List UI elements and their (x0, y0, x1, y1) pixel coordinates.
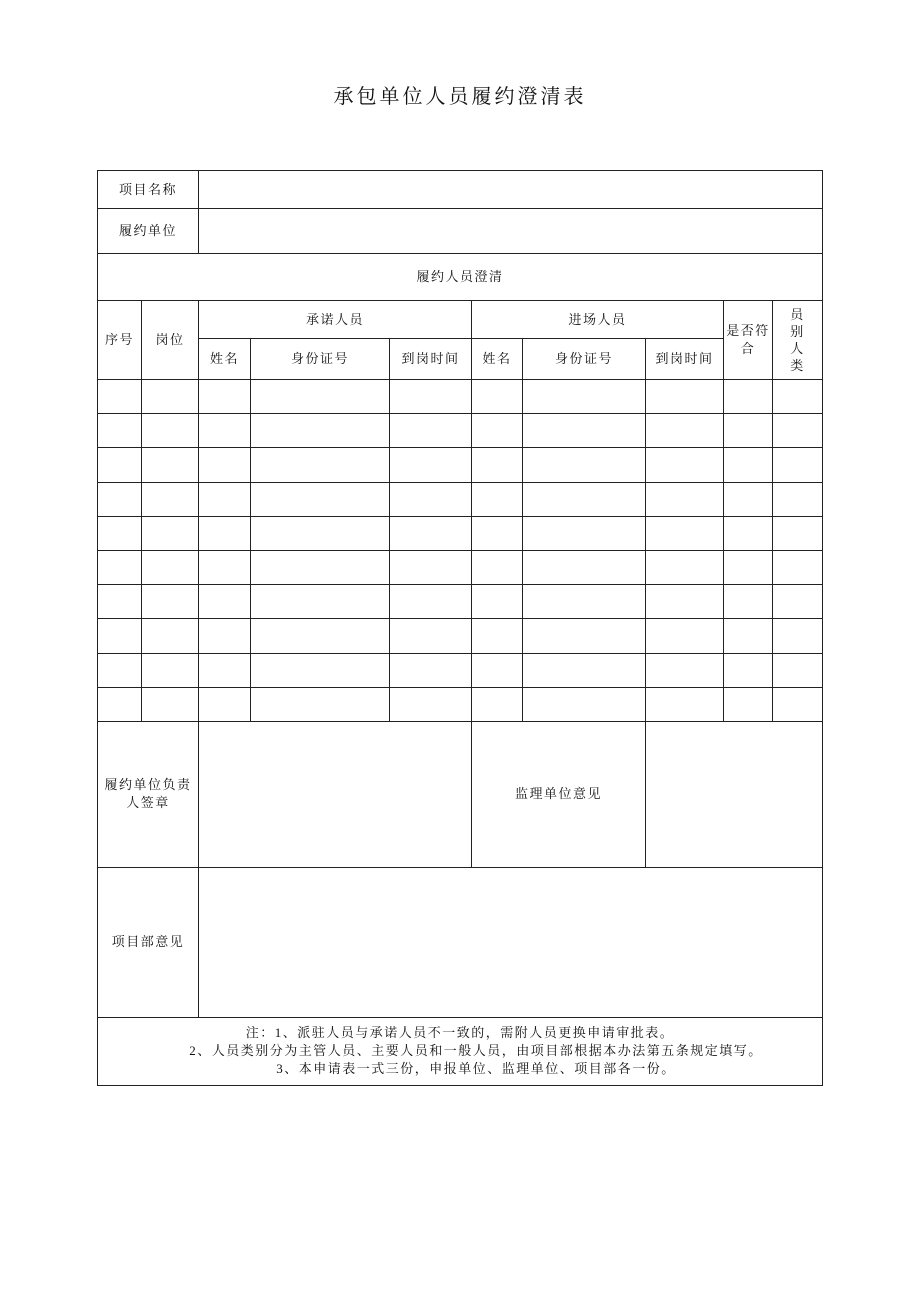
cell-committed-arrival (390, 653, 472, 687)
cell-actual-name (472, 482, 523, 516)
cell-actual-name (472, 448, 523, 482)
personnel-row (98, 585, 823, 619)
header-actual-id: 身份证号 (523, 339, 646, 380)
project-name-row (98, 171, 823, 209)
cell-committed-id (251, 414, 390, 448)
cell-committed-id (251, 516, 390, 550)
cell-compliant (724, 414, 773, 448)
cell-committed-name (199, 448, 251, 482)
cell-committed-arrival (390, 550, 472, 584)
header-category-line: 类 (790, 358, 805, 373)
supervisor-label: 监理单位意见 (472, 721, 646, 867)
header-row-fields (98, 339, 823, 380)
cell-committed-name (199, 482, 251, 516)
header-post: 岗位 (142, 301, 199, 380)
signature-label-line: 履约单位负责 (104, 777, 192, 793)
cell-committed-arrival (390, 482, 472, 516)
cell-committed-name (199, 516, 251, 550)
cell-actual-id (523, 414, 646, 448)
contractor-value (199, 209, 823, 254)
cell-post (142, 448, 199, 482)
cell-seq (98, 585, 142, 619)
header-seq: 序号 (98, 301, 142, 380)
form-body (98, 171, 823, 1086)
header-actual-name: 姓名 (472, 339, 523, 380)
cell-committed-name (199, 414, 251, 448)
cell-post (142, 619, 199, 653)
cell-compliant (724, 585, 773, 619)
cell-committed-id (251, 550, 390, 584)
cell-committed-id (251, 482, 390, 516)
cell-actual-name (472, 687, 523, 721)
header-actual-arrival: 到岗时间 (646, 339, 724, 380)
cell-category (773, 585, 823, 619)
cell-actual-id (523, 380, 646, 414)
header-committed-group: 承诺人员 (199, 301, 472, 339)
cell-actual-arrival (646, 687, 724, 721)
cell-actual-name (472, 380, 523, 414)
cell-actual-name (472, 550, 523, 584)
signature-row (98, 721, 823, 867)
cell-seq (98, 380, 142, 414)
cell-committed-id (251, 653, 390, 687)
cell-category (773, 653, 823, 687)
cell-category (773, 380, 823, 414)
cell-actual-name (472, 414, 523, 448)
dept-label: 项目部意见 (98, 867, 199, 1017)
cell-actual-id (523, 653, 646, 687)
personnel-row (98, 380, 823, 414)
header-category (773, 301, 823, 380)
cell-compliant (724, 653, 773, 687)
cell-compliant (724, 380, 773, 414)
signature-label-line: 人签章 (126, 795, 170, 811)
cell-committed-arrival (390, 619, 472, 653)
cell-actual-id (523, 448, 646, 482)
cell-post (142, 414, 199, 448)
cell-seq (98, 619, 142, 653)
cell-actual-arrival (646, 380, 724, 414)
cell-committed-id (251, 687, 390, 721)
cell-seq (98, 687, 142, 721)
personnel-row (98, 448, 823, 482)
header-category-line: 人 (790, 341, 805, 356)
cell-post (142, 653, 199, 687)
cell-category (773, 516, 823, 550)
cell-actual-id (523, 550, 646, 584)
cell-committed-id (251, 448, 390, 482)
cell-compliant (724, 448, 773, 482)
cell-seq (98, 448, 142, 482)
cell-actual-arrival (646, 585, 724, 619)
cell-actual-id (523, 482, 646, 516)
personnel-row (98, 619, 823, 653)
cell-committed-id (251, 619, 390, 653)
personnel-row (98, 550, 823, 584)
personnel-row (98, 653, 823, 687)
cell-post (142, 380, 199, 414)
cell-post (142, 482, 199, 516)
cell-committed-arrival (390, 380, 472, 414)
cell-committed-name (199, 585, 251, 619)
cell-seq (98, 516, 142, 550)
cell-post (142, 516, 199, 550)
contractor-label: 履约单位 (98, 209, 199, 254)
cell-actual-name (472, 585, 523, 619)
signature-label (98, 721, 199, 867)
personnel-row (98, 516, 823, 550)
header-category-line: 员 (790, 307, 805, 322)
cell-actual-arrival (646, 448, 724, 482)
note-line: 2、人员类别分为主管人员、主要人员和一般人员，由项目部根据本办法第五条规定填写。 (189, 1043, 763, 1059)
project-name-label: 项目名称 (98, 171, 199, 209)
header-committed-id: 身份证号 (251, 339, 390, 380)
cell-committed-arrival (390, 516, 472, 550)
cell-committed-arrival (390, 687, 472, 721)
cell-committed-id (251, 585, 390, 619)
cell-actual-arrival (646, 414, 724, 448)
cell-seq (98, 482, 142, 516)
dept-value (199, 867, 823, 1017)
cell-actual-id (523, 585, 646, 619)
header-compliant-line: 合 (740, 341, 756, 356)
cell-category (773, 448, 823, 482)
cell-actual-arrival (646, 516, 724, 550)
cell-seq (98, 550, 142, 584)
cell-actual-arrival (646, 482, 724, 516)
dept-row (98, 867, 823, 1017)
cell-actual-name (472, 619, 523, 653)
cell-committed-id (251, 380, 390, 414)
note-line: 注：1、派驻人员与承诺人员不一致的，需附人员更换申请审批表。 (245, 1025, 675, 1041)
cell-actual-name (472, 516, 523, 550)
cell-actual-arrival (646, 550, 724, 584)
supervisor-value (646, 721, 823, 867)
personnel-row (98, 482, 823, 516)
note-line: 3、本申请表一式三份，申报单位、监理单位、项目部各一份。 (276, 1061, 676, 1077)
cell-actual-id (523, 516, 646, 550)
cell-seq (98, 653, 142, 687)
cell-seq (98, 414, 142, 448)
cell-committed-name (199, 653, 251, 687)
cell-compliant (724, 687, 773, 721)
contractor-row (98, 209, 823, 254)
header-compliant (724, 301, 773, 380)
signature-value (199, 721, 472, 867)
cell-post (142, 687, 199, 721)
cell-post (142, 550, 199, 584)
clarification-form-table (97, 170, 823, 1086)
section-title-row (98, 254, 823, 301)
cell-actual-arrival (646, 653, 724, 687)
header-compliant-line: 是否符 (726, 323, 770, 338)
cell-committed-name (199, 619, 251, 653)
cell-post (142, 585, 199, 619)
header-actual-group: 进场人员 (472, 301, 724, 339)
cell-actual-id (523, 687, 646, 721)
cell-actual-name (472, 653, 523, 687)
section-title: 履约人员澄清 (98, 254, 823, 301)
cell-compliant (724, 550, 773, 584)
cell-category (773, 550, 823, 584)
cell-actual-arrival (646, 619, 724, 653)
notes-row (98, 1017, 823, 1085)
header-committed-name: 姓名 (199, 339, 251, 380)
header-row-group (98, 301, 823, 339)
cell-committed-arrival (390, 414, 472, 448)
header-category-line: 别 (790, 324, 805, 339)
cell-committed-name (199, 550, 251, 584)
cell-category (773, 619, 823, 653)
cell-committed-name (199, 687, 251, 721)
cell-compliant (724, 619, 773, 653)
cell-category (773, 414, 823, 448)
notes-cell (98, 1017, 823, 1085)
cell-compliant (724, 482, 773, 516)
cell-category (773, 482, 823, 516)
cell-committed-arrival (390, 448, 472, 482)
personnel-row (98, 414, 823, 448)
cell-committed-name (199, 380, 251, 414)
document-title: 承包单位人员履约澄清表 (333, 86, 587, 108)
cell-compliant (724, 516, 773, 550)
personnel-row (98, 687, 823, 721)
header-committed-arrival: 到岗时间 (390, 339, 472, 380)
cell-category (773, 687, 823, 721)
cell-actual-id (523, 619, 646, 653)
cell-committed-arrival (390, 585, 472, 619)
project-name-value (199, 171, 823, 209)
